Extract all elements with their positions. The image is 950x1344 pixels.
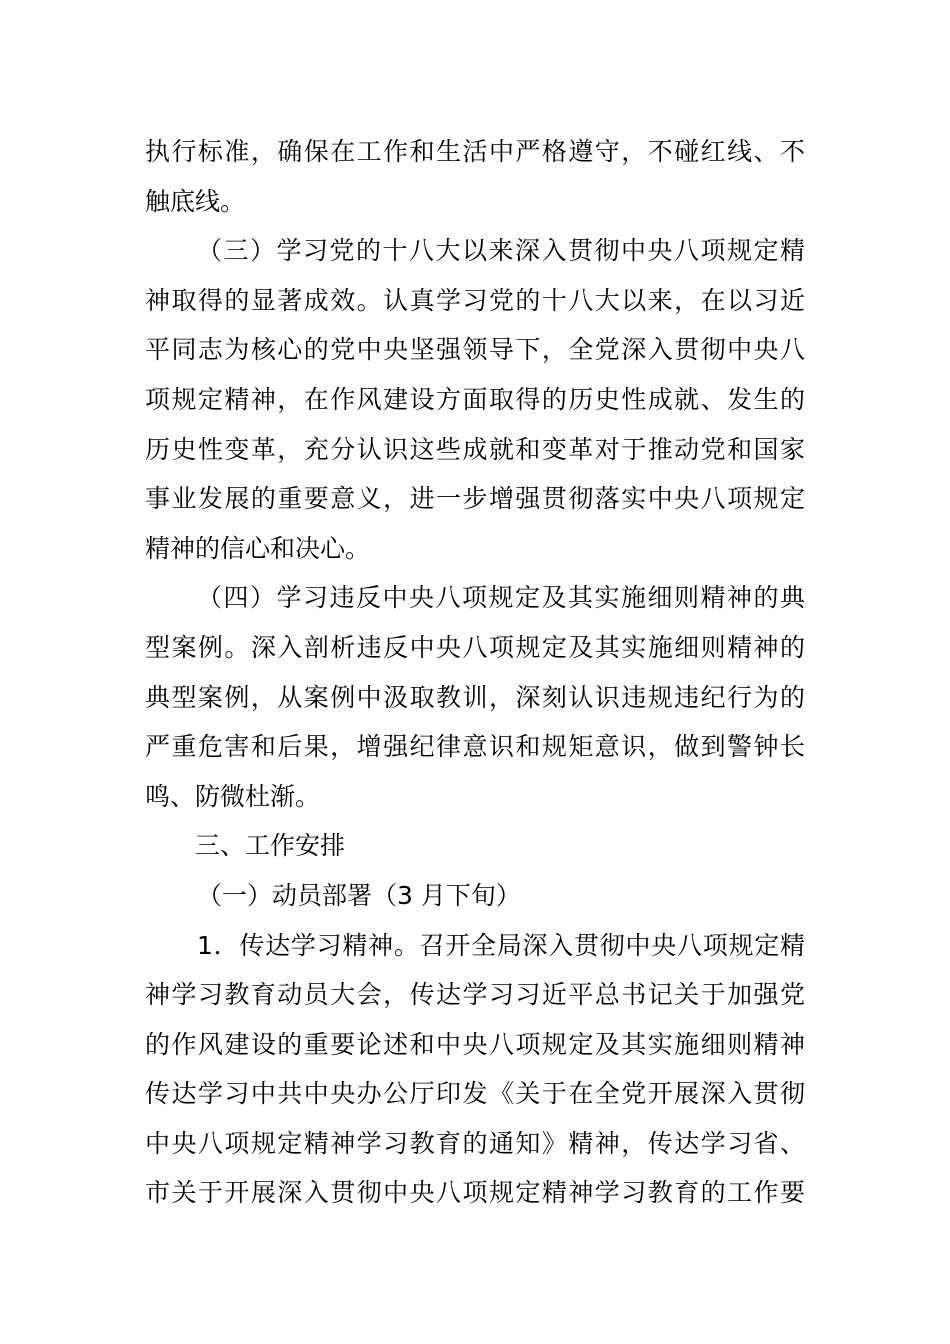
paragraph-line: 严重危害和后果，增强纪律意识和规矩意识，做到警钟长 — [145, 732, 805, 762]
paragraph-line: 事业发展的重要意义，进一步增强贯彻落实中央八项规定 — [145, 484, 805, 514]
paragraph-line: 神取得的显著成效。认真学习党的十八大以来，在以习近 — [145, 285, 805, 315]
paragraph-line: 平同志为核心的党中央坚强领导下，全党深入贯彻中央八 — [145, 335, 805, 365]
chapter-heading: 三、工作安排 — [195, 831, 346, 861]
paragraph-line: 鸣、防微杜渐。 — [145, 781, 321, 811]
paragraph-line: 型案例。深入剖析违反中央八项规定及其实施细则精神的 — [145, 632, 805, 662]
paragraph-line: 的作风建设的重要论述和中央八项规定及其实施细则精神 — [145, 1029, 805, 1059]
paragraph-line: 市关于开展深入贯彻中央八项规定精神学习教育的工作要 — [145, 1178, 805, 1208]
paragraph-line: 触底线。 — [145, 186, 246, 216]
paragraph-line: 中央八项规定精神学习教育的通知》精神，传达学习省、 — [145, 1128, 805, 1158]
section-heading-4: （四）学习违反中央八项规定及其实施细则精神的典 — [197, 583, 805, 613]
section-heading-3: （三）学习党的十八大以来深入贯彻中央八项规定精 — [197, 236, 805, 266]
item-heading: 1．传达学习精神。召开全局深入贯彻中央八项规定精 — [197, 930, 805, 960]
paragraph-line: 历史性变革，充分认识这些成就和变革对于推动党和国家 — [145, 434, 805, 464]
paragraph-line: 项规定精神，在作风建设方面取得的历史性成就、发生的 — [145, 384, 805, 414]
paragraph-line: 典型案例，从案例中汲取教训，深刻认识违规违纪行为的 — [145, 682, 805, 712]
paragraph-line: 执行标准，确保在工作和生活中严格遵守，不碰红线、不 — [145, 137, 805, 166]
paragraph-line: 神学习教育动员大会，传达学习习近平总书记关于加强党 — [145, 980, 805, 1010]
paragraph-line: 传达学习中共中央办公厅印发《关于在全党开展深入贯彻 — [145, 1079, 805, 1109]
subsection-heading: （一）动员部署（3 月下旬） — [197, 880, 521, 910]
paragraph-line: 精神的信心和决心。 — [145, 533, 371, 563]
document-body — [145, 127, 805, 1218]
